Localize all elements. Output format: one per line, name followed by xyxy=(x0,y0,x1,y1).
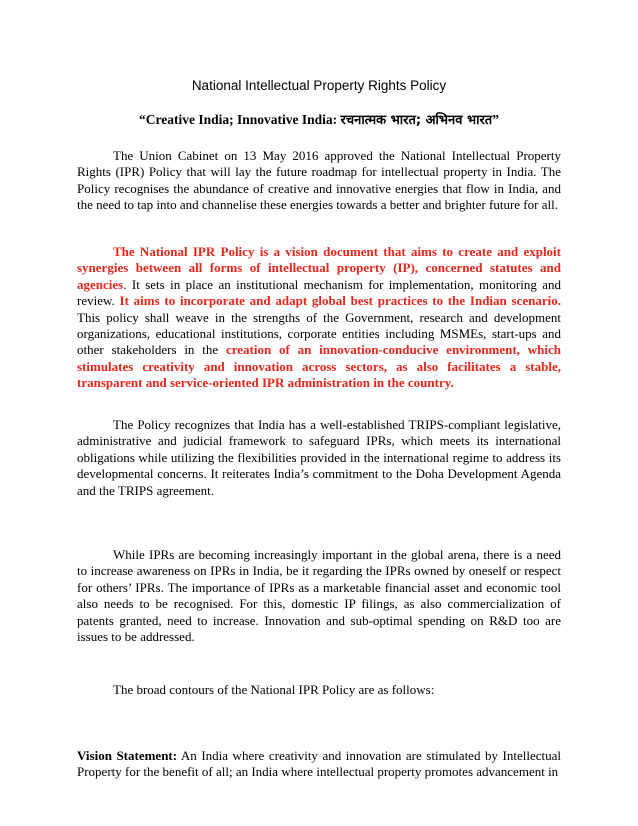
highlight-global-practices: It aims to incorporate and adapt global best practices to the Indian scenario. xyxy=(119,293,561,309)
document-subtitle xyxy=(0,110,638,128)
paragraph-cabinet-approval-text: The Union Cabinet on 13 May 2016 approved the National Intellectual Property Rights (IPR) Policy that will lay the future roadmap for intellectual property in India. The Policy recognises the abundance of creative and innovative energies that flow in India, and the need to tap into and channelise these energies towards a better and brighter future for all. xyxy=(77,148,561,213)
document-title: National Intellectual Property Rights Policy xyxy=(191,78,447,93)
paragraph-trips-compliance xyxy=(77,417,561,499)
vision-statement-label: Vision Statement: xyxy=(77,748,178,763)
highlight-vision-document: The National IPR Policy is a vision document that aims to create and exploit synergies between all forms of intellectual property (IP), concerned statutes and agencies xyxy=(77,244,561,292)
paragraph-vision-statement xyxy=(77,748,561,781)
text-stakeholders: This policy shall weave in the strengths of the Government, research and development organizations, educational institutions, corporate entities including MSMEs, start-ups and other stakeholders in the xyxy=(77,309,561,358)
text-institutional-mechanism: . It sets in place an institutional mechanism for implementation, monitoring and review. xyxy=(77,276,561,309)
paragraph-ipr-awareness-text: While IPRs are becoming increasingly important in the global arena, there is a need to increase awareness on IPRs in India, be it regarding the IPRs owned by oneself or respect for others’ IPRs. The importance of IPRs as a marketable financial asset and economic tool also needs to be recognised. For this, domestic IP filings, as also commercialization of patents granted, need to increase. Innovation and sub-optimal spending on R&D too are issues to be addressed. xyxy=(77,547,561,645)
highlight-innovation-environment: creation of an innovation-conducive environment, which stimulates creativity and innovation across sectors, as also facilitates a stable, transparent and service-oriented IPR administration in the country. xyxy=(77,342,561,391)
vision-statement-text: An India where creativity and innovation are stimulated by Intellectual Property for the benefit of all; an India where intellectual property promotes advancement in xyxy=(77,748,561,780)
subtitle-hindi: रचनात्मक भारत; अभिनव भारत xyxy=(340,113,493,128)
paragraph-ipr-awareness xyxy=(77,547,561,645)
subtitle-quote-close: ” xyxy=(492,112,499,127)
paragraph-broad-contours: The broad contours of the National IPR Policy are as follows: xyxy=(113,682,435,697)
subtitle-english: “Creative India; Innovative India: xyxy=(139,112,341,127)
paragraph-trips-compliance-text: The Policy recognizes that India has a well-established TRIPS-compliant legislative, administrative and judicial framework to safeguard IPRs, which meets its international obligations while utilizing the flexibilities provided in the international regime to address its developmental concerns. It reiterates India’s commitment to the Doha Development Agenda and the TRIPS agreement. xyxy=(77,417,561,498)
paragraph-cabinet-approval xyxy=(77,148,561,214)
paragraph-vision-document xyxy=(77,244,561,392)
